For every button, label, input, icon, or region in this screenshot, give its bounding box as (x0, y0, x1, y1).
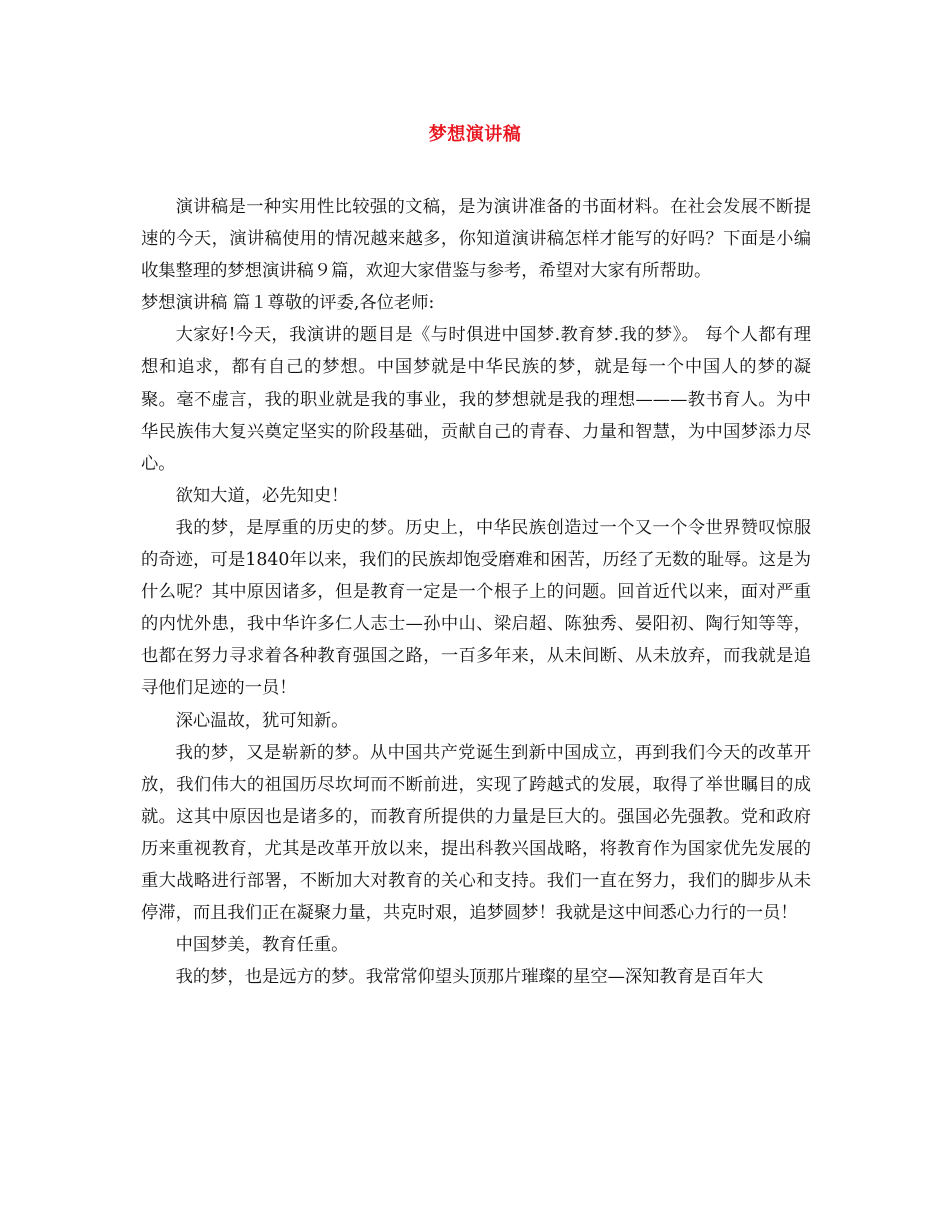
paragraph-review-motto: 深心温故，犹可知新。 (175, 710, 349, 731)
paragraph-intro: 演讲稿是一种实用性比较强的文稿，是为演讲准备的书面材料。在社会发展不断提速的今天，演讲稿使用的情况越来越多，你知道演讲稿怎样才能写的好吗？下面是小编收集整理的梦想演讲稿９篇，欢迎大家借鉴与参考，希望对大家有所帮助。 (141, 197, 811, 282)
paragraph-history-motto: 欲知大道，必先知史！ (175, 485, 349, 506)
paragraph-speech-heading: 梦想演讲稿 篇１尊敬的评委,各位老师: (141, 293, 435, 314)
paragraph-distant-dream: 我的梦，也是远方的梦。我常常仰望头顶那片璀璨的星空—深知教育是百年大 (175, 967, 764, 988)
document-body (141, 191, 811, 993)
paragraph-greeting: 大家好!今天，我演讲的题目是《与时俱进中国梦.教育梦.我的梦》。 每个人都有理想和追求，都有自己的梦想。中国梦就是中华民族的梦，就是每一个中国人的梦的凝聚。毫不虚言，我的职业就是我的事业，我的梦想就是我的理想———教书育人。为中华民族伟大复兴奠定坚实的阶段基础，贡献自己的青春、力量和智慧，为中国梦添力尽心。 (141, 325, 811, 474)
paragraph-history-dream: 我的梦，是厚重的历史的梦。历史上，中华民族创造过一个又一个令世界赞叹惊服的奇迹，可是1840年以来，我们的民族却饱受磨难和困苦，历经了无数的耻辱。这是为什么呢？其中原因诸多，但是教育一定是一个根子上的问题。回首近代以来，面对严重的内忧外患，我中华许多仁人志士—孙中山、梁启超、陈独秀、晏阳初、陶行知等等，也都在努力寻求着各种教育强国之路，一百多年来，从未间断、从未放弃，而我就是追寻他们足迹的一员！ (141, 517, 811, 699)
paragraph-new-dream: 我的梦，又是崭新的梦。从中国共产党诞生到新中国成立，再到我们今天的改革开放，我们伟大的祖国历尽坎坷而不断前进，实现了跨越式的发展，取得了举世瞩目的成就。这其中原因也是诸多的，而教育所提供的力量是巨大的。强国必先强教。党和政府历来重视教育，尤其是改革开放以来，提出科教兴国战略，将教育作为国家优先发展的重大战略进行部署，不断加大对教育的关心和支持。我们一直在努力，我们的脚步从未停滞，而且我们正在凝聚力量，共克时艰，追梦圆梦！我就是这中间悉心力行的一员！ (141, 742, 811, 924)
document-title: 梦想演讲稿 (428, 124, 522, 145)
paragraph-china-dream-motto: 中国梦美，教育任重。 (175, 935, 349, 956)
